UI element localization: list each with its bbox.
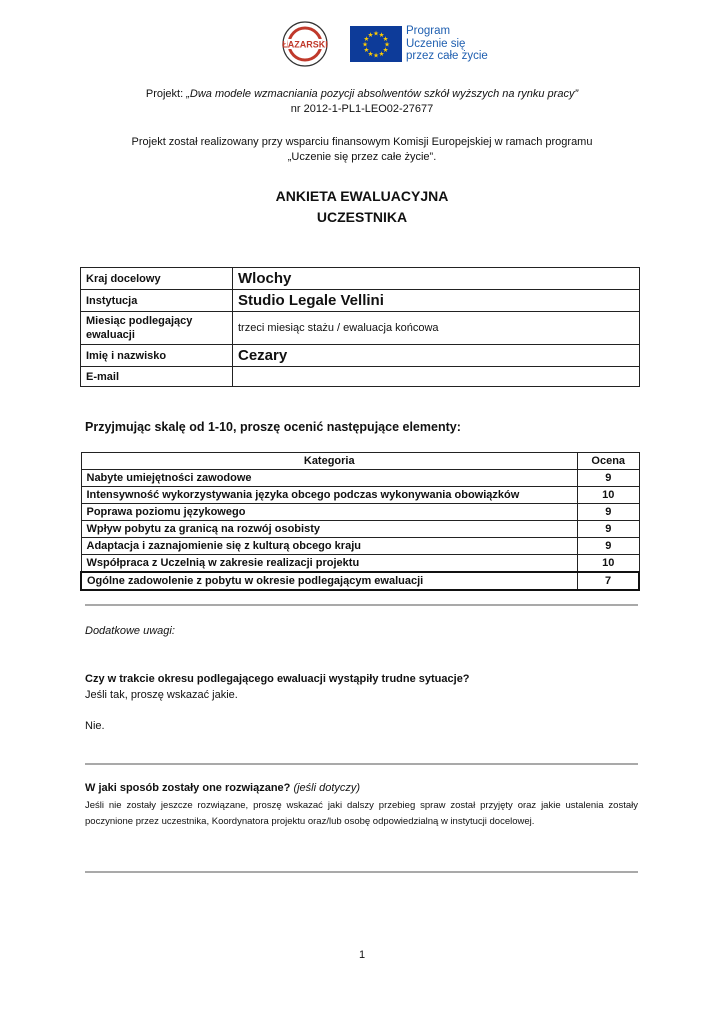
support-line: Projekt został realizowany przy wsparciu finansowym Komisji Europejskiej w ramach programu [131,136,593,148]
eu-star-icon: ★ [382,36,389,43]
question-difficult-situations [85,671,470,703]
info-row-email [81,367,640,387]
question-instructions: Jeśli nie zostały jeszcze rozwiązane, proszę wskazać jaki dalszy przebieg spraw został przyjęty oraz jakie ustalenia zostały poczynione przez uczestnika, Koordynatora projektu oraz/lub osobę odpowiedzialną w instytucji docelowej. [85,800,638,827]
rating-category: Wpływ pobytu za granicą na rozwój osobisty [81,521,578,538]
info-row-name [81,345,640,367]
rating-category: Intensywność wykorzystywania języka obcego podczas wykonywania obowiązków [81,487,578,504]
title-line: ANKIETA EWALUACYJNA [275,188,449,204]
divider [85,604,638,606]
scale-question: Przyjmując skalę od 1-10, proszę ocenić następujące elementy: [85,420,461,434]
rating-category: Współpraca z Uczelnią w zakresie realizacji projektu [81,555,578,573]
answer-text: Nie. [85,720,105,732]
eu-star-icon: ★ [373,30,379,38]
rating-score: 9 [578,470,640,487]
header-logos [282,21,488,67]
email-value [233,367,640,387]
eu-star-icon: ★ [363,36,370,43]
info-row-country [81,268,640,290]
eu-program-line: Uczenie się [406,37,466,50]
project-support-note [60,135,664,165]
svg-text:ŁAZARSKI: ŁAZARSKI [282,39,328,50]
institution-value: Studio Legale Vellini [233,290,640,312]
ratings-table [80,452,640,591]
rating-score: 10 [578,487,640,504]
table-row [81,555,639,573]
eu-program-line: przez całe życie [406,50,488,63]
project-name: „Dwa modele wzmacniania pozycji absolwentów szkół wyższych na rynku pracy” [186,88,579,100]
eu-star-icon: ★ [367,31,374,39]
month-label: Miesiąc podlegający ewaluacji [81,312,233,345]
email-label: E-mail [81,367,233,387]
question-text: Czy w trakcie okresu podlegającego ewaluacji wystąpiły trudne sytuacje? [85,673,470,685]
rating-category: Poprawa poziomu językowego [81,504,578,521]
divider [85,763,638,765]
score-column-header: Ocena [578,453,640,470]
project-number: nr 2012-1-PL1-LEO02-27677 [290,103,434,115]
eu-star-icon: ★ [367,51,374,59]
eu-star-icon: ★ [382,47,389,54]
rating-category: Nabyte umiejętności zawodowe [81,470,578,487]
question-hint: (jeśli dotyczy) [293,782,361,794]
question-text: W jaki sposób zostały one rozwiązane? [85,782,294,794]
month-value: trzeci miesiąc stażu / ewaluacja końcowa [233,312,640,345]
table-row [81,521,639,538]
page-title [60,186,664,228]
info-row-month [81,312,640,345]
rating-score: 9 [578,504,640,521]
name-label: Imię i nazwisko [81,345,233,367]
table-row [81,538,639,555]
rating-category: Ogólne zadowolenie z pobytu w okresie podlegającym ewaluacji [81,572,578,590]
eu-star-icon: ★ [378,51,385,59]
eu-program-logo [350,25,488,63]
category-column-header: Kategoria [81,453,578,470]
divider [85,871,638,873]
institution-label: Instytucja [81,290,233,312]
table-row [81,504,639,521]
project-title [60,87,664,117]
eu-program-line: Program [406,25,451,38]
university-logo [282,21,328,67]
eu-star-icon: ★ [363,47,370,54]
country-label: Kraj docelowy [81,268,233,290]
rating-category: Adaptacja i zaznajomienie się z kulturą obcego kraju [81,538,578,555]
info-row-institution [81,290,640,312]
question-resolution [85,782,360,794]
rating-score: 9 [578,538,640,555]
eu-program-text [406,25,488,63]
rating-score: 10 [578,555,640,573]
rating-score: 7 [578,572,640,590]
participant-info-table [80,267,640,387]
eu-star-icon: ★ [373,52,379,60]
table-row [81,487,639,504]
support-line: „Uczenie się przez całe życie”. [287,151,437,163]
eu-star-icon: ★ [378,31,385,39]
eu-star-icon: ★ [384,41,390,49]
table-row [81,470,639,487]
page-number: 1 [358,949,366,961]
name-value: Cezary [233,345,640,367]
title-line: UCZESTNIKA [316,209,408,225]
remarks-label: Dodatkowe uwagi: [85,625,175,637]
table-row [81,572,639,590]
project-prefix: Projekt: [145,88,187,100]
eu-star-icon: ★ [362,41,368,49]
rating-score: 9 [578,521,640,538]
country-value: Wlochy [233,268,640,290]
ratings-header-row [81,453,639,470]
eu-flag-icon [350,26,402,62]
question-subtext: Jeśli tak, proszę wskazać jakie. [85,689,238,701]
